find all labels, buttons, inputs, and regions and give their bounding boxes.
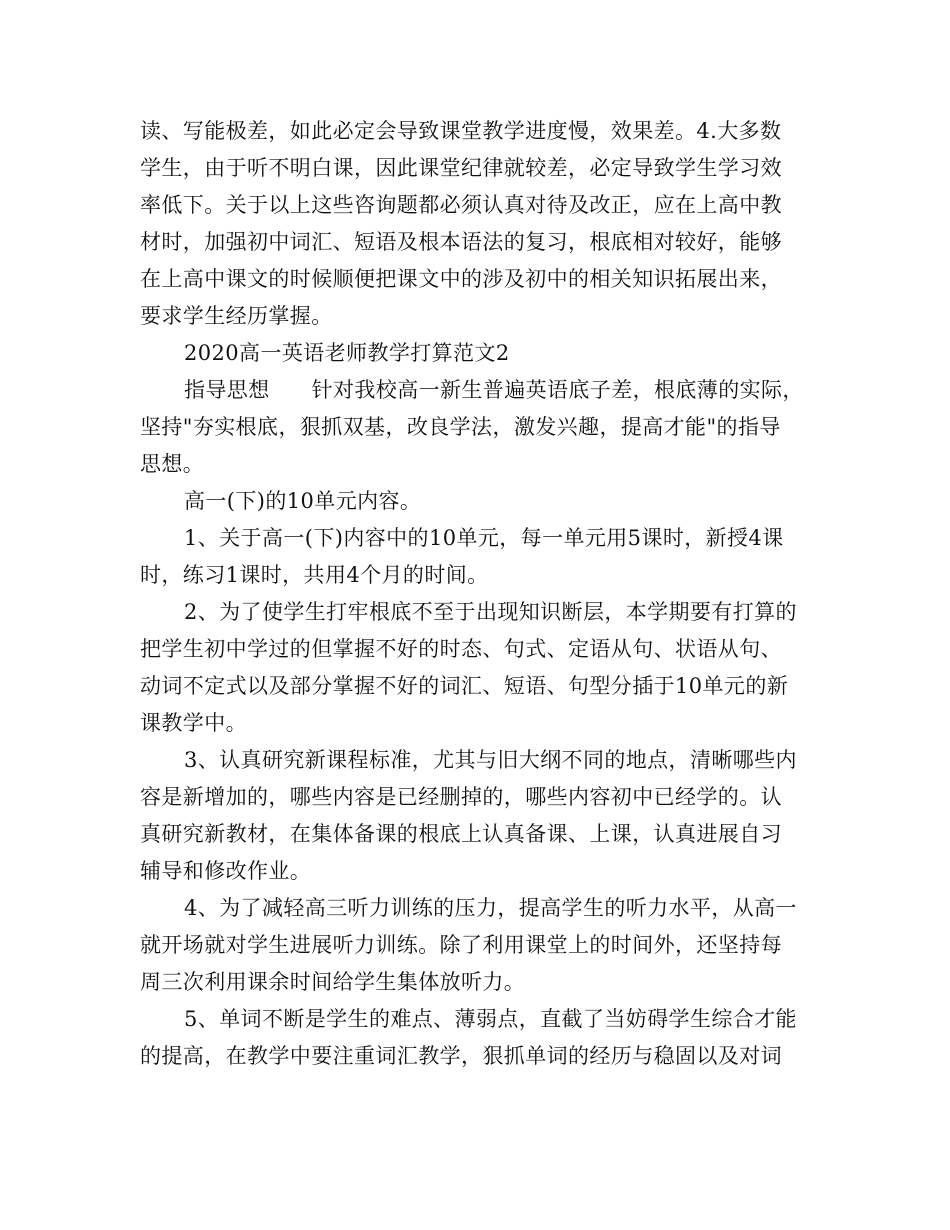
paragraph-continuation [140,113,830,335]
text-line: 辅导和修改作业。 [140,859,312,883]
list-item-4 [140,890,830,1001]
guide-text: 针对我校高一新生普遍英语底子差，根底薄的实际， [311,378,804,402]
section-title-text: 2020高一英语老师教学打算范文2 [184,341,510,365]
text-line: 时，练习1课时，共用4个月的时间。 [140,563,489,587]
text-line [140,372,830,409]
text-line: 在上高中课文的时候顺便把课文中的涉及初中的相关知识拓展出来， [140,267,782,291]
text-line: 2、为了使学生打牢根底不至于出现知识断层，本学期要有打算的 [184,600,797,624]
list-item-5 [140,1001,830,1075]
text-line: 真研究新教材，在集体备课的根底上认真备课、上课，认真进展自习 [140,822,782,846]
text-line: 读、写能极差，如此必定会导致课堂教学进度慢，效果差。4.大多数 [140,119,782,143]
text-line: 动词不定式以及部分掌握不好的词汇、短语、句型分插于10单元的新 [140,674,789,698]
text-line: 率低下。关于以上这些咨询题都必须认真对待及改正，应在上高中教 [140,193,782,217]
text-line: 的提高，在教学中要注重词汇教学，狠抓单词的经历与稳固以及对词 [140,1044,782,1068]
text-line: 坚持"夯实根底，狠抓双基，改良学法，激发兴趣，提高才能"的指导 [140,415,781,439]
text-line: 周三次利用课余时间给学生集体放听力。 [140,970,526,994]
text-line: 材时，加强初中词汇、短语及根本语法的复习，根底相对较好，能够 [140,230,782,254]
list-item-2 [140,594,830,742]
text-line: 要求学生经历掌握。 [140,304,333,328]
text-line: 把学生初中学过的但掌握不好的时态、句式、定语从句、状语从句、 [140,637,782,661]
list-item-1 [140,520,830,594]
guide-label: 指导思想 [184,378,270,402]
text-line: 就开场就对学生进展听力训练。除了利用课堂上的时间外，还坚持每 [140,933,782,957]
guide-paragraph [140,372,830,483]
text-line: 课教学中。 [140,711,247,735]
text-line: 高一(下)的10单元内容。 [184,489,422,513]
content-heading [140,483,830,520]
text-line: 4、为了减轻高三听力训练的压力，提高学生的听力水平，从高一 [184,896,797,920]
section-title [140,335,830,372]
list-item-3 [140,742,830,890]
document-page [140,113,830,1075]
text-line: 容是新增加的，哪些内容是已经删掉的，哪些内容初中已经学的。认 [140,785,782,809]
text-line: 学生，由于听不明白课，因此课堂纪律就较差，必定导致学生学习效 [140,156,782,180]
text-line: 5、单词不断是学生的难点、薄弱点，直截了当妨碍学生综合才能 [184,1007,797,1031]
text-line: 1、关于高一(下)内容中的10单元，每一单元用5课时，新授4课 [184,526,784,550]
text-line: 3、认真研究新课程标准，尤其与旧大纲不同的地点，清晰哪些内 [184,748,797,772]
text-line: 思想。 [140,452,205,476]
